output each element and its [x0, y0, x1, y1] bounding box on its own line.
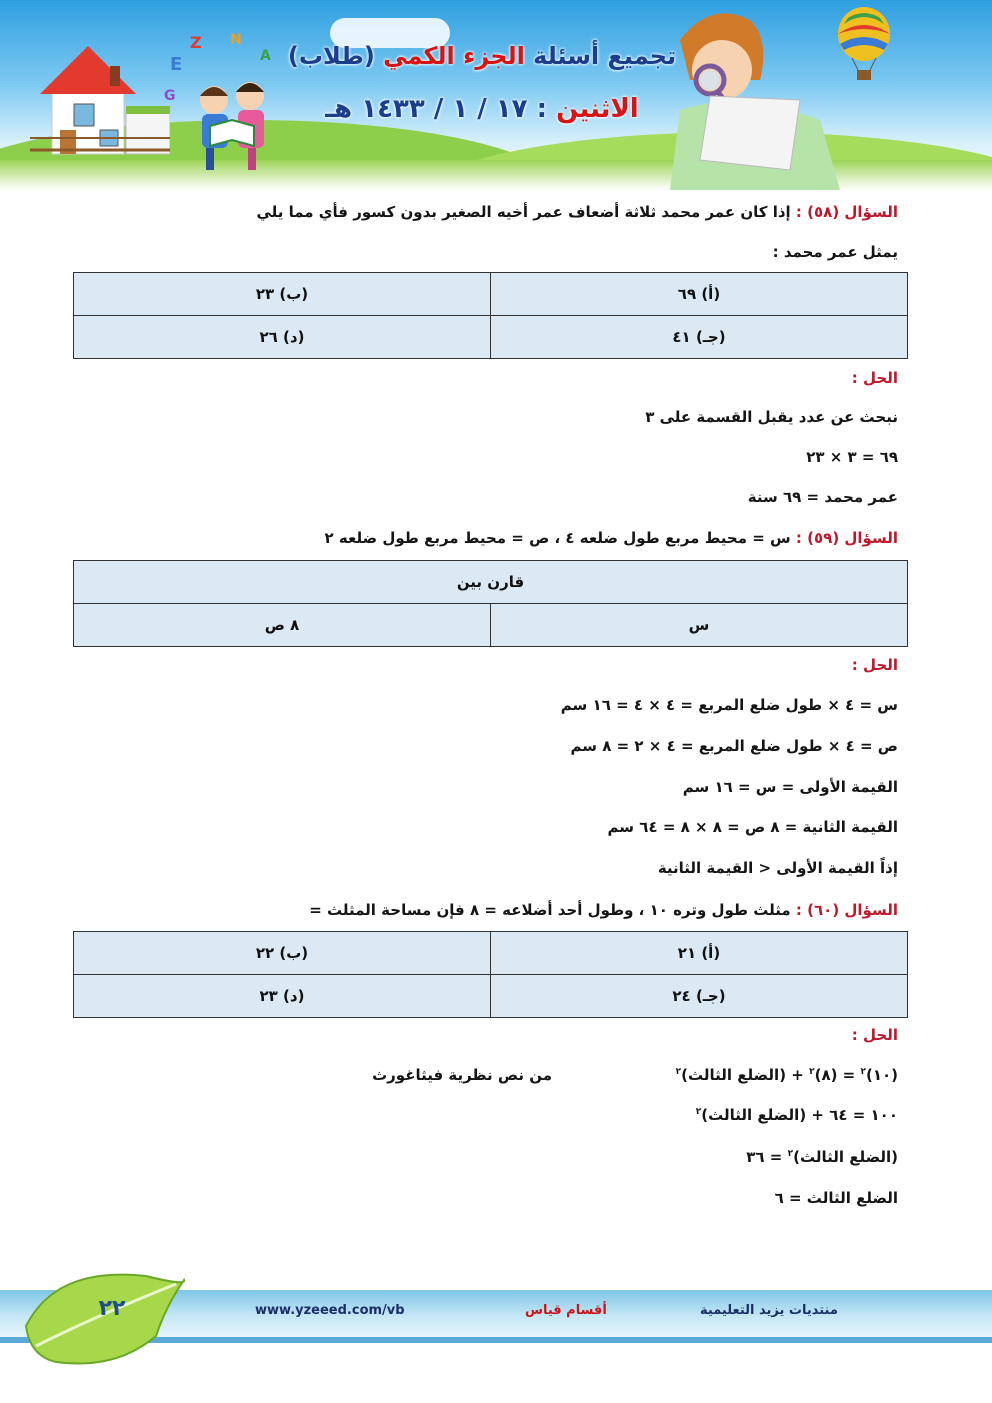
- date-text: : ١٧ / ١ / ١٤٣٣ هـ: [325, 94, 547, 124]
- solution-label: الحل :: [851, 656, 898, 674]
- table-row: [74, 604, 908, 647]
- table-row: [74, 932, 908, 975]
- page-number: ٢٢: [98, 1296, 126, 1321]
- question-text: س = محيط مربع طول ضلعه ٤ ، ص = محيط مربع طول ضلعه ٢: [324, 529, 791, 547]
- compare-col-b: ٨ ص: [74, 604, 491, 647]
- exponent: ٢: [787, 1149, 794, 1159]
- question-58-continued: [773, 243, 898, 261]
- pythagoras-equation: [676, 1066, 898, 1084]
- compare-col-a: س: [491, 604, 908, 647]
- question-60: [309, 901, 898, 919]
- exponent: ٢: [809, 1067, 815, 1077]
- options-table-60: [73, 931, 908, 1018]
- question-label: السؤال (٦٠) :: [795, 901, 898, 919]
- solution-line: الضلع الثالث = ٦: [774, 1189, 898, 1207]
- solution-line: عمر محمد = ٦٩ سنة: [747, 488, 898, 506]
- equation-term: = ٣٦: [746, 1148, 788, 1166]
- day-label: الاثنين: [556, 94, 639, 124]
- solution-line: س = ٤ × طول ضلع المربع = ٤ × ٤ = ١٦ سم: [560, 696, 898, 714]
- solution-line: نبحث عن عدد يقبل القسمة على ٣: [645, 408, 898, 426]
- question-text: يمثل عمر محمد :: [772, 243, 898, 261]
- title-suffix: (طلاب): [287, 42, 375, 70]
- title-highlight: الجزء الكمي: [383, 42, 525, 70]
- solution-label: الحل :: [851, 369, 898, 387]
- equation-term: (١٠): [865, 1066, 898, 1084]
- equation-term: = (٨): [814, 1066, 861, 1084]
- table-row: [74, 273, 908, 316]
- compare-table-59: [73, 560, 908, 647]
- solution-line: القيمة الثانية = ٨ ص = ٨ × ٨ = ٦٤ سم: [607, 818, 898, 836]
- exponent: ٢: [695, 1107, 702, 1117]
- house-illustration: [30, 38, 170, 168]
- hot-air-balloon-icon: [834, 6, 894, 82]
- question-label: السؤال (٥٩) :: [795, 529, 898, 547]
- option-c: (جـ) ٤١: [491, 316, 908, 359]
- title-text: تجميع أسئلة: [533, 42, 677, 70]
- exponent: ٢: [860, 1067, 866, 1077]
- compare-header: قارن بين: [74, 561, 908, 604]
- svg-text:G: G: [164, 88, 176, 104]
- page-title: [262, 42, 702, 70]
- solution-line: القيمة الأولى = س = ١٦ سم: [682, 778, 898, 796]
- table-row: [74, 975, 908, 1018]
- solution-line: إذاً القيمة الأولى < القيمة الثانية: [657, 859, 898, 877]
- option-d: (د) ٢٦: [74, 316, 491, 359]
- svg-text:N: N: [230, 32, 242, 48]
- solution-line: ٦٩ = ٣ × ٢٣: [806, 448, 898, 466]
- question-58: [256, 203, 898, 221]
- exponent: ٢: [675, 1067, 682, 1077]
- page-date: [302, 94, 662, 124]
- options-table-58: [73, 272, 908, 359]
- solution-label: الحل :: [851, 1026, 898, 1044]
- equation-term: (الضلع الثالث): [793, 1148, 898, 1166]
- option-d: (د) ٢٣: [74, 975, 491, 1018]
- question-label: السؤال (٥٨) :: [795, 203, 898, 221]
- solution-line: ص = ٤ × طول ضلع المربع = ٤ × ٢ = ٨ سم: [570, 737, 898, 755]
- option-c: (جـ) ٢٤: [491, 975, 908, 1018]
- option-b: (ب) ٢٢: [74, 932, 491, 975]
- svg-text:A: A: [260, 48, 271, 64]
- svg-text:Z: Z: [190, 33, 202, 52]
- solution-line: [696, 1106, 898, 1124]
- footer-forum-name: منتديات يزيد التعليمية: [700, 1303, 838, 1318]
- footer-section-link[interactable]: أقسام قياس: [525, 1303, 607, 1318]
- question-text: مثلث طول وتره ١٠ ، وطول أحد أضلاعه = ٨ فإن مساحة المثلث =: [309, 901, 791, 919]
- table-row: [74, 316, 908, 359]
- equation-term: + (الضلع الثالث): [681, 1066, 810, 1084]
- footer-website-link[interactable]: www.yzeeed.com/vb: [255, 1303, 405, 1318]
- table-row: [74, 561, 908, 604]
- svg-text:E: E: [170, 54, 183, 75]
- page-header: [0, 0, 992, 190]
- question-59: [325, 529, 898, 547]
- option-a: (أ) ٦٩: [491, 273, 908, 316]
- pythagoras-note: من نص نظرية فيثاغورث: [372, 1066, 552, 1084]
- solution-line: [746, 1148, 898, 1166]
- question-text: إذا كان عمر محمد ثلاثة أضعاف عمر أخيه الصغير بدون كسور فأي مما يلي: [256, 203, 791, 221]
- option-a: (أ) ٢١: [491, 932, 908, 975]
- option-b: (ب) ٢٣: [74, 273, 491, 316]
- girl-with-magnifier-illustration: [640, 0, 840, 190]
- equation-term: ١٠٠ = ٦٤ + (الضلع الثالث): [701, 1106, 898, 1124]
